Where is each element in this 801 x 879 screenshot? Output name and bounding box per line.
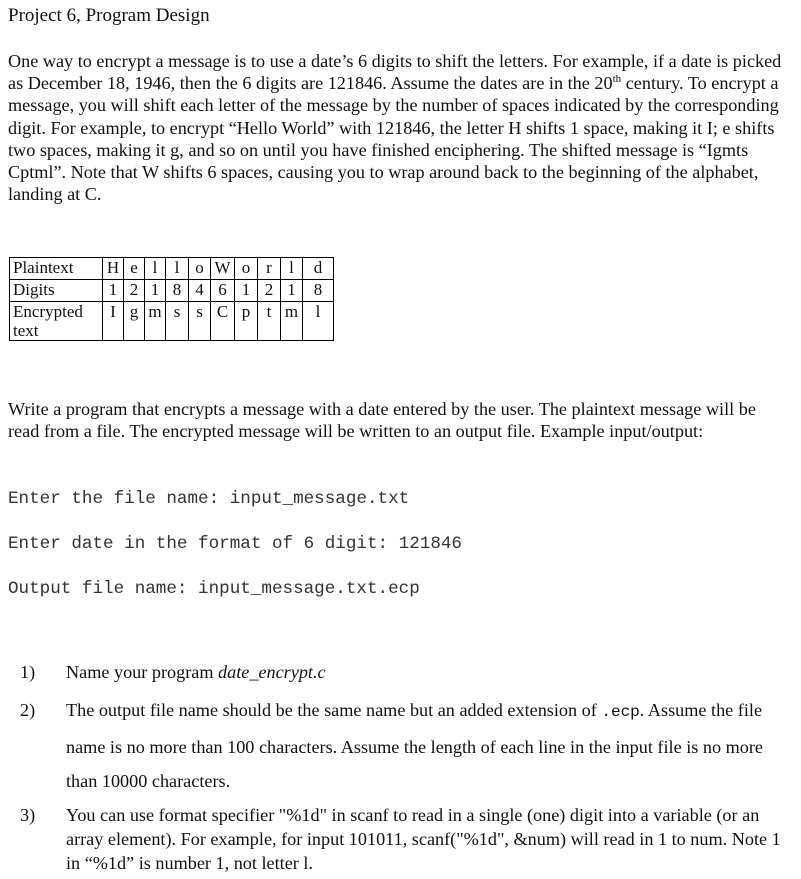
table-cell: H bbox=[103, 258, 124, 280]
table-cell: m bbox=[281, 302, 303, 341]
table-cell: 2 bbox=[258, 280, 281, 302]
example-line-filename: Enter the file name: input_message.txt bbox=[8, 489, 410, 509]
list-item-text-continued: . Assume the file name is no more than 100 characters. Assume the length of each line in the input file is no more than 10000 characters. bbox=[66, 700, 763, 791]
row-header-encrypted-line1: Encrypted bbox=[13, 302, 83, 321]
row-header-plaintext: Plaintext bbox=[10, 258, 103, 280]
table-row-digits bbox=[10, 280, 334, 302]
row-header-encrypted-line2: text bbox=[13, 321, 39, 340]
table-cell: s bbox=[189, 302, 211, 341]
table-cell: 6 bbox=[211, 280, 235, 302]
table-cell: 1 bbox=[235, 280, 258, 302]
program-name: date_encrypt.c bbox=[218, 662, 326, 682]
table-cell: 1 bbox=[281, 280, 303, 302]
table-cell: m bbox=[145, 302, 166, 341]
page-title: Project 6, Program Design bbox=[8, 5, 210, 26]
table-cell: s bbox=[166, 302, 189, 341]
table-cell: p bbox=[235, 302, 258, 341]
table-cell: 4 bbox=[189, 280, 211, 302]
list-item-text: The output file name should be the same name but an added extension of bbox=[66, 700, 602, 720]
table-cell: 1 bbox=[145, 280, 166, 302]
table-row-plaintext bbox=[10, 258, 334, 280]
extension-code: .ecp bbox=[601, 703, 640, 721]
row-header-encrypted bbox=[10, 302, 103, 341]
list-item bbox=[20, 803, 790, 875]
table-cell: g bbox=[124, 302, 145, 341]
table-cell: r bbox=[258, 258, 281, 280]
table-cell: W bbox=[211, 258, 235, 280]
list-item-number: 2) bbox=[20, 700, 36, 720]
table-cell: l bbox=[281, 258, 303, 280]
requirements-list bbox=[20, 657, 790, 875]
intro-superscript: th bbox=[612, 73, 622, 86]
list-item-text: You can use format specifier "%1d" in scanf to read in a single (one) digit into a variable (or an array element). For example, for input 101011, scanf("%1d", &num) will read in 1 to num. Note 1 in “%1d” is number 1, not letter l. bbox=[66, 804, 781, 873]
intro-text-part2: century. To encrypt a message, you will shift each letter of the message by the number of spaces indicated by the corresponding digit. For example, to encrypt “Hello World” with 121846, the letter H shifts 1 space, making it I; e shifts two spaces, making it g, and so on until you have finished enciphering. The shifted message is “Igmts Cptml”. Note that W shifts 6 spaces, causing you to wrap around back to the beginning of the alphabet, landing at C. bbox=[8, 73, 779, 205]
table-cell: o bbox=[189, 258, 211, 280]
table-cell: 2 bbox=[124, 280, 145, 302]
table-cell: C bbox=[211, 302, 235, 341]
row-header-digits: Digits bbox=[10, 280, 103, 302]
task-paragraph: Write a program that encrypts a message with a date entered by the user. The plaintext message will be read from a file. The encrypted message will be written to an output file. Example input/output: bbox=[8, 399, 756, 442]
intro-text-part1: One way to encrypt a message is to use a date’s 6 digits to shift the letters. For example, if a date is picked as December 18, 1946, then the 6 digits are 121846. Assume the dates are in the 20 bbox=[8, 51, 782, 94]
table-cell: o bbox=[235, 258, 258, 280]
table-cell: 8 bbox=[303, 280, 334, 302]
list-item-number: 3) bbox=[20, 804, 36, 825]
list-item-text: Name your program bbox=[66, 662, 219, 682]
table-cell: 1 bbox=[103, 280, 124, 302]
list-item bbox=[20, 657, 790, 687]
table-cell: e bbox=[124, 258, 145, 280]
list-item bbox=[20, 693, 790, 799]
table-row-encrypted bbox=[10, 302, 334, 341]
cipher-table bbox=[9, 257, 334, 341]
table-cell: l bbox=[303, 302, 334, 341]
table-cell: 8 bbox=[166, 280, 189, 302]
list-item-number: 1) bbox=[20, 662, 36, 682]
table-cell: l bbox=[145, 258, 166, 280]
table-cell: l bbox=[166, 258, 189, 280]
table-cell: I bbox=[103, 302, 124, 341]
table-cell: d bbox=[303, 258, 334, 280]
example-line-date: Enter date in the format of 6 digit: 121846 bbox=[8, 534, 462, 554]
example-line-output: Output file name: input_message.txt.ecp bbox=[8, 579, 420, 599]
intro-paragraph bbox=[8, 50, 798, 205]
table-cell: t bbox=[258, 302, 281, 341]
